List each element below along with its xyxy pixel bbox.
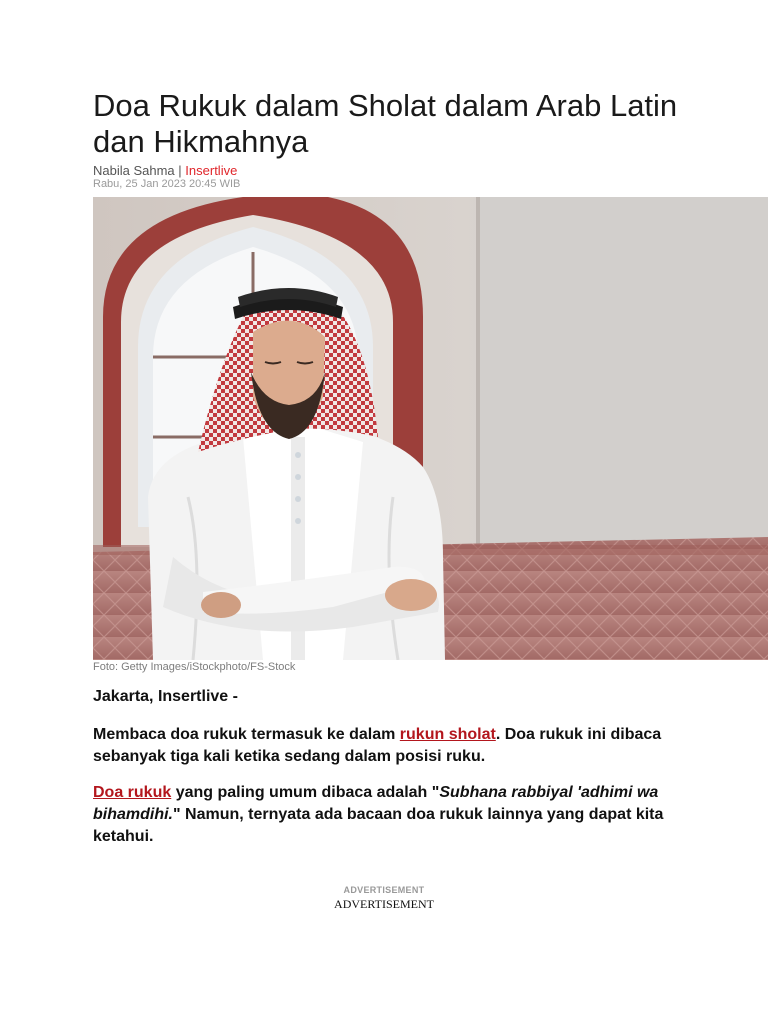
byline [93,163,768,178]
man-praying-illustration [93,197,768,660]
paragraph-1-text-before: Membaca doa rukuk termasuk ke dalam [93,726,400,743]
photo-caption: Foto: Getty Images/iStockphoto/FS-Stock [93,661,296,673]
paragraph-2 [93,782,673,848]
article-photo [93,197,768,660]
article-dateline: Jakarta, Insertlive - [93,688,238,705]
doa-rukuk-link[interactable]: Doa rukuk [93,784,172,801]
paragraph-2-quote: Subhana rabbiyal 'adhimi wa bihamdihi. [93,784,659,823]
paragraph-2-text-after: " Namun, ternyata ada bacaan doa rukuk lainnya yang dapat kita ketahui. [93,806,664,845]
rukun-sholat-link[interactable]: rukun sholat [399,726,496,743]
paragraph-1 [93,724,673,768]
publish-date: Rabu, 25 Jan 2023 20:45 WIB [93,178,241,190]
advertisement-label[interactable]: ADVERTISEMENT [334,897,434,911]
paragraph-2-text-before: yang paling umum dibaca adalah " [175,784,440,801]
author-name[interactable]: Nabila Sahma [93,163,175,178]
article-title: Doa Rukuk dalam Sholat dalam Arab Latin dan Hikmahnya [93,88,678,159]
paragraph-1-text-after: . Doa rukuk ini dibaca sebanyak tiga kali ketika sedang dalam posisi ruku. [93,726,662,765]
source-link[interactable]: Insertlive [185,163,238,178]
advertisement-label-small: ADVERTISEMENT [343,885,425,895]
article [93,88,768,848]
byline-separator: | [178,163,182,178]
advertisement-block [0,884,768,912]
